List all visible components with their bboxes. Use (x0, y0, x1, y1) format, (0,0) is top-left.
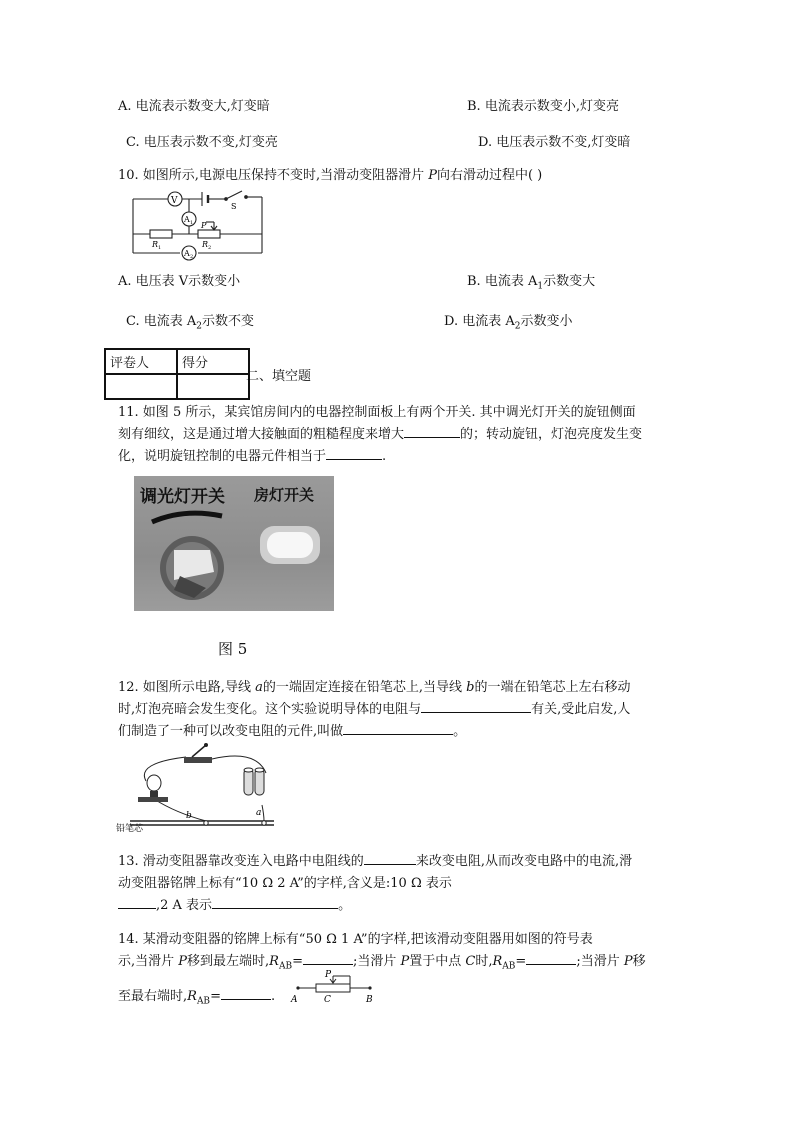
wire-a-label: a (256, 808, 262, 818)
q12-line2-text: 时,灯泡亮暗会发生变化。这个实验说明导体的电阻与 (118, 702, 422, 717)
room-light-button-icon (260, 526, 320, 564)
q10-option-b-pre: B. 电流表 A (467, 274, 538, 289)
switch-panel-photo (134, 476, 334, 611)
q10-option-c-post: 示数不变 (202, 314, 255, 329)
photo-label-room-light: 房灯开关 (254, 486, 315, 504)
section-title: 二、填空题 (246, 369, 312, 384)
score-label: 得分 (177, 349, 249, 374)
q13-line1 (118, 851, 632, 873)
ammeter-a1-label: A (184, 215, 190, 224)
q14-line1: 14. 某滑动变阻器的铭牌上标有“50 Ω 1 A”的字样,把该滑动变阻器用如图的符号表 (118, 932, 593, 947)
q10-circuit-diagram (130, 187, 270, 263)
q12-line3-text: 们制造了一种可以改变电阻的元件,叫做 (118, 724, 344, 739)
q14-line2-seg-f: 时, (475, 954, 493, 969)
figure-5-caption: 图 5 (218, 640, 248, 658)
q14-line3 (118, 986, 275, 1013)
battery-icon (244, 768, 264, 795)
q9-option-c: C. 电压表示数不变,灯变亮 (126, 135, 278, 150)
q10-stem-text: 10. 如图所示,电源电压保持不变时,当滑动变阻器滑片 (118, 168, 429, 183)
q10-option-b-sub: 1 (537, 281, 544, 292)
q14-r-3-sub: AB (196, 996, 211, 1007)
q13-line2: 动变阻器铭牌上标有“10 Ω 2 A”的字样,含义是:10 Ω 表示 (118, 876, 452, 891)
r2-sub: 2 (208, 245, 212, 251)
q14-blank-3[interactable] (221, 987, 271, 1000)
wire-b-label: b (186, 811, 192, 821)
q14-line3-eq: = (210, 989, 221, 1004)
q14-line2-seg-i: 移 (632, 954, 646, 969)
q14-line2-seg-b: 移到最左端时, (187, 954, 270, 969)
rheostat-symbol-diagram (288, 968, 384, 1002)
q10-option-d-post: 示数变小 (520, 314, 573, 329)
q10-option-c-sub: 2 (196, 321, 203, 332)
q13-line3-tail: 。 (338, 898, 352, 913)
q10-var-p: P (428, 168, 437, 183)
switch-panel-drawing (134, 476, 334, 611)
q12-line1-mid: 的一端固定连接在铅笔芯上,当导线 (262, 680, 467, 695)
q10-option-a: A. 电压表 V示数变小 (118, 274, 241, 289)
r2-label: R (202, 240, 209, 249)
q11-blank-1[interactable] (404, 425, 460, 438)
ammeter-a1-sub: 1 (190, 220, 194, 226)
pencil-lead-circuit-diagram (116, 743, 286, 835)
q13-line3 (118, 895, 351, 917)
q12-line3-tail: 。 (453, 724, 467, 739)
q11-blank-2[interactable] (326, 447, 382, 460)
q10-option-c (126, 310, 254, 332)
r1-label: R (152, 240, 159, 249)
q12-blank-2[interactable] (343, 722, 453, 735)
q14-line2-seg-d: ;当滑片 (352, 954, 401, 969)
q12-line2 (118, 699, 630, 721)
q14-line3-tail: . (270, 989, 276, 1004)
q13-blank-3[interactable] (212, 896, 338, 909)
dimmer-arc-icon (152, 513, 222, 522)
grader-label: 评卷人 (105, 349, 177, 374)
q11-line3-tail: . (382, 449, 387, 464)
photo-label-dimmer: 调光灯开关 (140, 487, 225, 507)
q10-option-b-post: 示数变大 (543, 274, 596, 289)
q12-var-b: b (466, 680, 475, 695)
voltmeter-label: V (171, 196, 178, 206)
q14-line2-seg-h: ;当滑片 (576, 954, 624, 969)
q12-blank-1[interactable] (421, 700, 531, 713)
q10-option-d (444, 310, 573, 332)
terminal-a-label: A (291, 995, 298, 1002)
q14-r-1-sub: AB (278, 961, 293, 972)
q14-r-1: R (269, 954, 279, 969)
ammeter-a2-sub: 2 (190, 254, 194, 260)
grader-cell (105, 374, 177, 399)
q11-line1: 11. 如图 5 所示，某宾馆房间内的电器控制面板上有两个开关. 其中调光灯开关的旋钮侧面 (118, 405, 636, 420)
slider-label: P (201, 221, 207, 230)
q11-line2-text: 刻有细纹，这是通过增大接触面的粗糙程度来增大 (118, 427, 405, 442)
grader-table (104, 348, 250, 400)
q14-r-2: R (492, 954, 503, 969)
q10-option-d-sub: 2 (514, 321, 521, 332)
q13-line1-text: 13. 滑动变阻器靠改变连入电路中电阻线的 (118, 854, 364, 869)
q10-option-d-pre: D. 电流表 A (444, 314, 515, 329)
q12-line1 (118, 677, 630, 699)
q14-r-2-sub: AB (502, 961, 516, 972)
q9-option-a: A. 电流表示数变大,灯变暗 (118, 99, 270, 114)
terminal-b-label: B (366, 995, 373, 1002)
q12-line3 (118, 721, 466, 743)
q14-var-p-3: P (623, 954, 633, 969)
q14-var-c: C (465, 954, 476, 969)
q12-line1-tail: 的一端在铅笔芯上左右移动 (474, 680, 631, 695)
q9-option-d: D. 电压表示数不变,灯变暗 (478, 135, 631, 150)
r1-sub: 1 (158, 245, 162, 251)
dimmer-knob-icon (160, 536, 224, 600)
q14-line2-eq-1: = (292, 954, 303, 969)
q12-line2-tail: 有关,受此启发,人 (531, 702, 631, 717)
q14-line2-text: 示,当滑片 (118, 954, 179, 969)
q14-line2-seg-e: 置于中点 (409, 954, 466, 969)
q13-blank-2[interactable] (118, 896, 156, 909)
q13-line3-text: ,2 A 表示 (156, 898, 213, 913)
q14-var-p-1: P (178, 954, 188, 969)
q14-line2-eq-2: = (515, 954, 527, 969)
switch-label: S (231, 202, 237, 211)
q10-option-b (467, 270, 595, 292)
q14-line3-text: 至最右端时, (118, 989, 188, 1004)
midpoint-c-label: C (324, 995, 331, 1002)
q14-blank-1[interactable] (303, 952, 353, 965)
q10-stem (118, 165, 542, 187)
q11-line2-tail: 的；转动旋钮，灯泡亮度发生变 (460, 427, 643, 442)
switch-icon (184, 743, 212, 763)
pencil-lead-label: 铅笔芯 (116, 824, 144, 834)
ammeter-a2-label: A (184, 249, 190, 258)
q14-blank-2[interactable] (526, 952, 576, 965)
slider-p-label: P (325, 970, 332, 980)
q12-var-a: a (255, 680, 263, 695)
q12-line1-text: 12. 如图所示电路,导线 (118, 680, 256, 695)
q14-var-p-2: P (400, 954, 410, 969)
q13-line1-tail: 来改变电阻,从而改变电路中的电流,滑 (415, 854, 633, 869)
q13-blank-1[interactable] (364, 852, 416, 865)
lamp-icon (138, 775, 168, 802)
q10-option-c-pre: C. 电流表 A (126, 314, 197, 329)
q9-option-b: B. 电流表示数变小,灯变亮 (467, 99, 619, 114)
q11-line3 (118, 446, 386, 468)
q14-r-3: R (187, 989, 197, 1004)
score-cell (177, 374, 249, 399)
q10-stem-tail: 向右滑动过程中( ) (436, 168, 543, 183)
q11-line3-text: 化，说明旋钮控制的电器元件相当于 (118, 449, 327, 464)
q11-line2 (118, 424, 642, 446)
